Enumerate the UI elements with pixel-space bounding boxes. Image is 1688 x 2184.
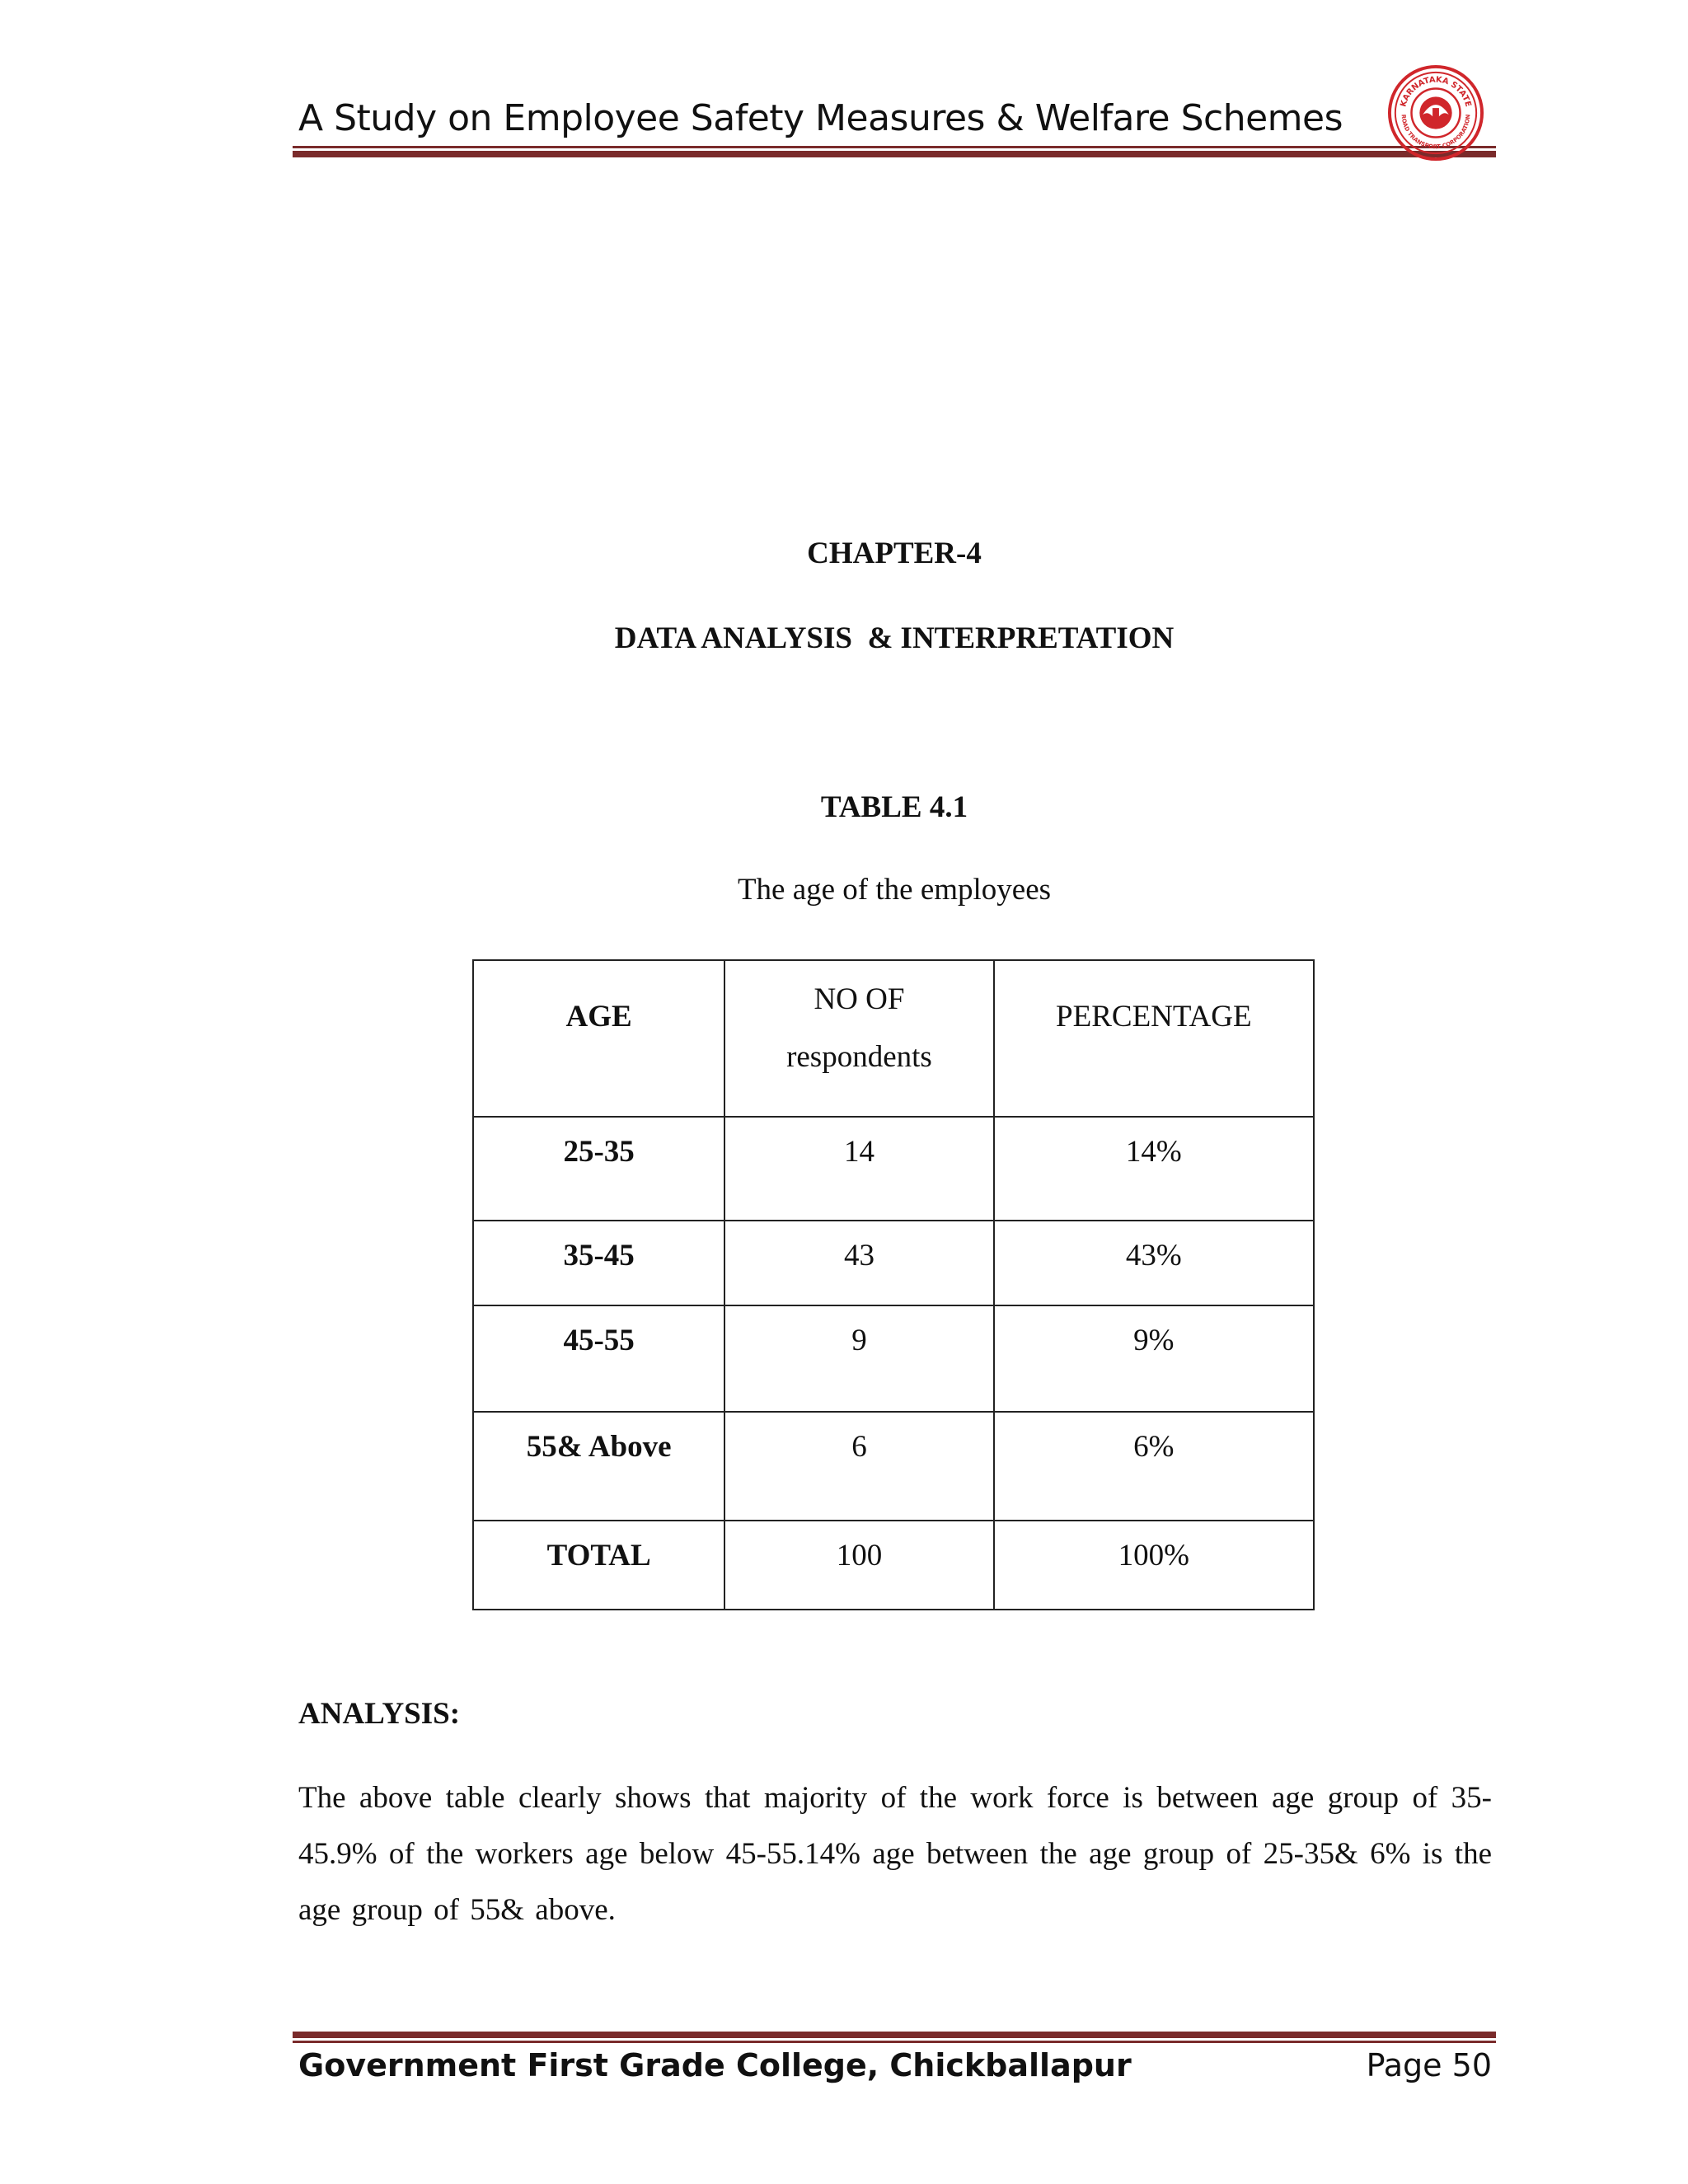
table-row [473,1412,1314,1521]
footer-rule-thick [293,2032,1496,2038]
percent-cell: 100% [994,1521,1314,1610]
age-cell: 35-45 [473,1221,724,1305]
percent-cell: 14% [994,1117,1314,1221]
age-table [472,959,1315,1610]
age-cell: 55& Above [473,1412,724,1521]
header-title: A Study on Employee Safety Measures & Welfare Schemes [298,97,1343,139]
age-cell: 25-35 [473,1117,724,1221]
table-row [473,1221,1314,1305]
chapter-number: CHAPTER-4 [807,537,982,570]
emblem-seal-icon [1387,64,1484,162]
table-header-row [473,960,1314,1117]
page-number: Page 50 [1366,2047,1492,2083]
footer-college-name: Government First Grade College, Chickballapur [298,2047,1132,2083]
logo-bottom-text: ROAD TRANSPORT CORPORATION [1400,114,1472,151]
table-caption: The age of the employees [737,873,1052,907]
header-cell-percentage: PERCENTAGE [994,960,1314,1117]
header-cell-age: AGE [473,960,724,1117]
percent-cell: 43% [994,1221,1314,1305]
age-cell: 45-55 [473,1305,724,1412]
percent-cell: 9% [994,1305,1314,1412]
age-cell: TOTAL [473,1521,724,1610]
header-respondents-line2: respondents [786,1040,932,1074]
count-cell: 43 [724,1221,993,1305]
analysis-heading: ANALYSIS: [298,1697,461,1731]
count-cell: 100 [724,1521,993,1610]
table-row [473,1305,1314,1412]
header-rule-thin [293,146,1496,148]
header-cell-respondents [724,960,993,1117]
table-row [473,1117,1314,1221]
table-row-total [473,1521,1314,1610]
header-respondents-line1: NO OF [814,982,905,1016]
footer-rule-thin [293,2041,1496,2043]
count-cell: 14 [724,1117,993,1221]
count-cell: 6 [724,1412,993,1521]
header-rule-thick [293,151,1496,157]
count-cell: 9 [724,1305,993,1412]
analysis-paragraph: The above table clearly shows that majority of the work force is between age group of 35-45.9% of the workers age below 45-55.14% age between the age group of 25-35& 6% is the age group of 55& above. [298,1781,1492,1927]
logo-top-text: KARNATAKA STATE [1399,75,1473,108]
table-label: TABLE 4.1 [820,790,968,824]
chapter-title: DATA ANALYSIS & INTERPRETATION [614,621,1175,655]
percent-cell: 6% [994,1412,1314,1521]
